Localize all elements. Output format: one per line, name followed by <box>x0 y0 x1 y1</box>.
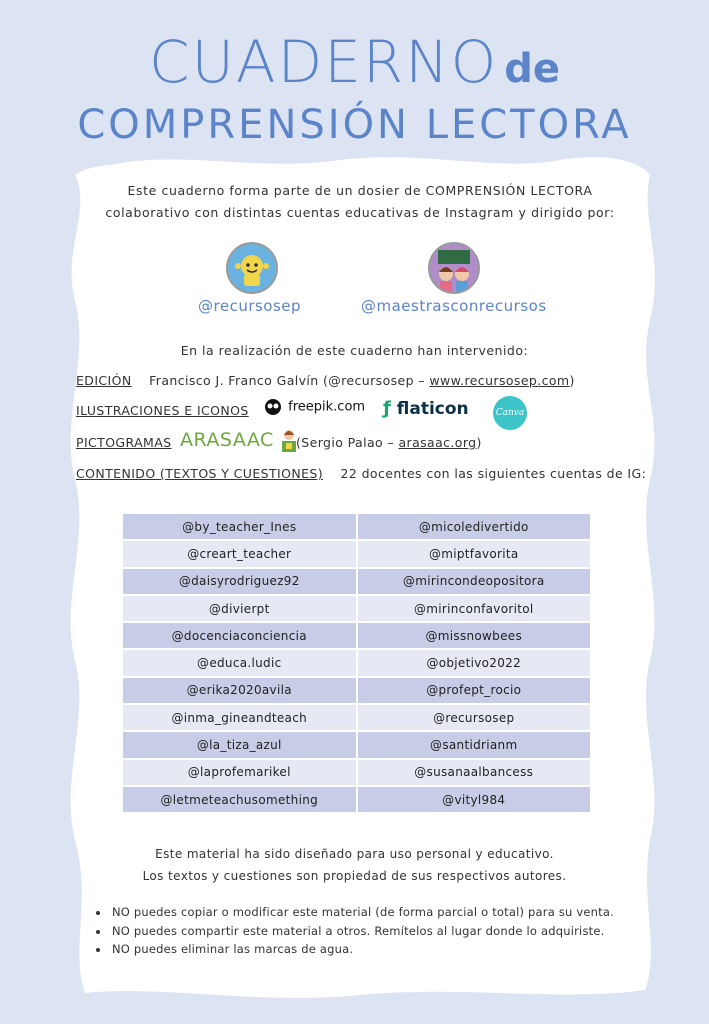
account-cell: @vityl984 <box>357 786 592 813</box>
table-row <box>122 704 591 731</box>
account-cell: @mirinconfavoritol <box>357 595 592 622</box>
footer-notice <box>0 843 709 887</box>
intro-line-2: colaborativo con distintas cuentas educativas de Instagram y dirigido por: <box>105 205 615 220</box>
contenido-label: CONTENIDO (TEXTOS Y CUESTIONES) <box>76 466 324 481</box>
arasaac-text-end: ) <box>476 435 482 450</box>
table-row <box>122 622 591 649</box>
account-cell: @mirincondeopositora <box>357 568 592 595</box>
credit-edicion <box>76 373 575 388</box>
account-cell: @daisyrodriguez92 <box>122 568 357 595</box>
freepik-label: freepik.com <box>288 399 366 415</box>
contenido-text: 22 docentes con las siguientes cuentas de IG: <box>340 466 647 481</box>
edicion-label: EDICIÓN <box>76 373 132 388</box>
canva-logo: Canva <box>493 396 527 430</box>
intro-text <box>80 180 640 224</box>
credit-contenido <box>76 466 646 481</box>
table-row <box>122 759 591 786</box>
title-de: de <box>504 46 561 92</box>
account-cell: @recursosep <box>357 704 592 731</box>
edicion-text-end: ) <box>569 373 575 388</box>
usage-rules-list <box>82 903 614 959</box>
table-row <box>122 540 591 567</box>
account-cell: @erika2020avila <box>122 677 357 704</box>
credit-pictogramas <box>76 435 172 450</box>
arasaac-credit-text <box>296 435 482 450</box>
rule-item: • NO puedes copiar o modificar este material (de forma parcial o total) para su venta. <box>110 903 614 922</box>
table-row <box>122 731 591 758</box>
rule-item: • NO puedes eliminar las marcas de agua. <box>110 940 614 959</box>
intro-line-1: Este cuaderno forma parte de un dosier de COMPRENSIÓN LECTORA <box>127 183 593 198</box>
account-cell: @divierpt <box>122 595 357 622</box>
account-cell: @educa.ludic <box>122 649 357 676</box>
account-cell: @inma_gineandteach <box>122 704 357 731</box>
footer-line-1: Este material ha sido diseñado para uso personal y educativo. <box>155 847 554 861</box>
table-row <box>122 595 591 622</box>
maestrasconrecursos-logo-icon <box>428 242 480 294</box>
freepik-logo <box>262 398 365 416</box>
director-handle-recursosep: @recursosep <box>198 297 302 315</box>
account-cell: @letmeteachusomething <box>122 786 357 813</box>
teachers-chalkboard-icon <box>430 244 478 292</box>
title-cuaderno: CUADERNO <box>148 28 499 96</box>
table-row <box>122 649 591 676</box>
arasaac-logo <box>180 429 300 453</box>
account-cell: @missnowbees <box>357 622 592 649</box>
footer-line-2: Los textos y cuestiones son propiedad de sus respectivos autores. <box>142 869 567 883</box>
accounts-table <box>121 512 592 814</box>
pictogramas-label: PICTOGRAMAS <box>76 435 172 450</box>
yellow-puzzle-mascot-icon <box>228 244 276 292</box>
team-heading: En la realización de este cuaderno han intervenido: <box>180 343 529 358</box>
account-cell: @susanaalbancess <box>357 759 592 786</box>
account-cell: @objetivo2022 <box>357 649 592 676</box>
account-cell: @santidrianm <box>357 731 592 758</box>
account-cell: @la_tiza_azul <box>122 731 357 758</box>
account-cell: @laprofemarikel <box>122 759 357 786</box>
credit-ilustraciones <box>76 403 249 418</box>
account-cell: @by_teacher_Ines <box>122 513 357 540</box>
account-cell: @creart_teacher <box>122 540 357 567</box>
freepik-owl-icon <box>262 398 284 416</box>
account-cell: @docenciaconciencia <box>122 622 357 649</box>
director-handle-maestrasconrecursos: @maestrasconrecursos <box>361 297 547 315</box>
flaticon-label: flaticon <box>396 399 469 419</box>
title-line-2: COMPRENSIÓN LECTORA <box>77 102 632 148</box>
flaticon-logo <box>383 398 469 419</box>
arasaac-label: ARASAAC <box>180 429 274 451</box>
account-cell: @micoledivertido <box>357 513 592 540</box>
rule-item: • NO puedes compartir este material a otros. Remítelos al lugar donde lo adquiriste. <box>110 922 614 941</box>
account-cell: @profept_rocio <box>357 677 592 704</box>
edicion-text: Francisco J. Franco Galvín (@recursosep – <box>149 373 430 388</box>
arasaac-link[interactable]: arasaac.org <box>398 435 477 450</box>
ilustraciones-label: ILUSTRACIONES E ICONOS <box>76 403 249 418</box>
account-cell: @miptfavorita <box>357 540 592 567</box>
table-row <box>122 677 591 704</box>
edicion-link[interactable]: www.recursosep.com <box>429 373 570 388</box>
table-row <box>122 513 591 540</box>
table-row <box>122 568 591 595</box>
recursosep-logo-icon <box>226 242 278 294</box>
arasaac-text: (Sergio Palao – <box>296 435 399 450</box>
flaticon-f-icon: ƒ <box>383 398 391 419</box>
table-row <box>122 786 591 813</box>
